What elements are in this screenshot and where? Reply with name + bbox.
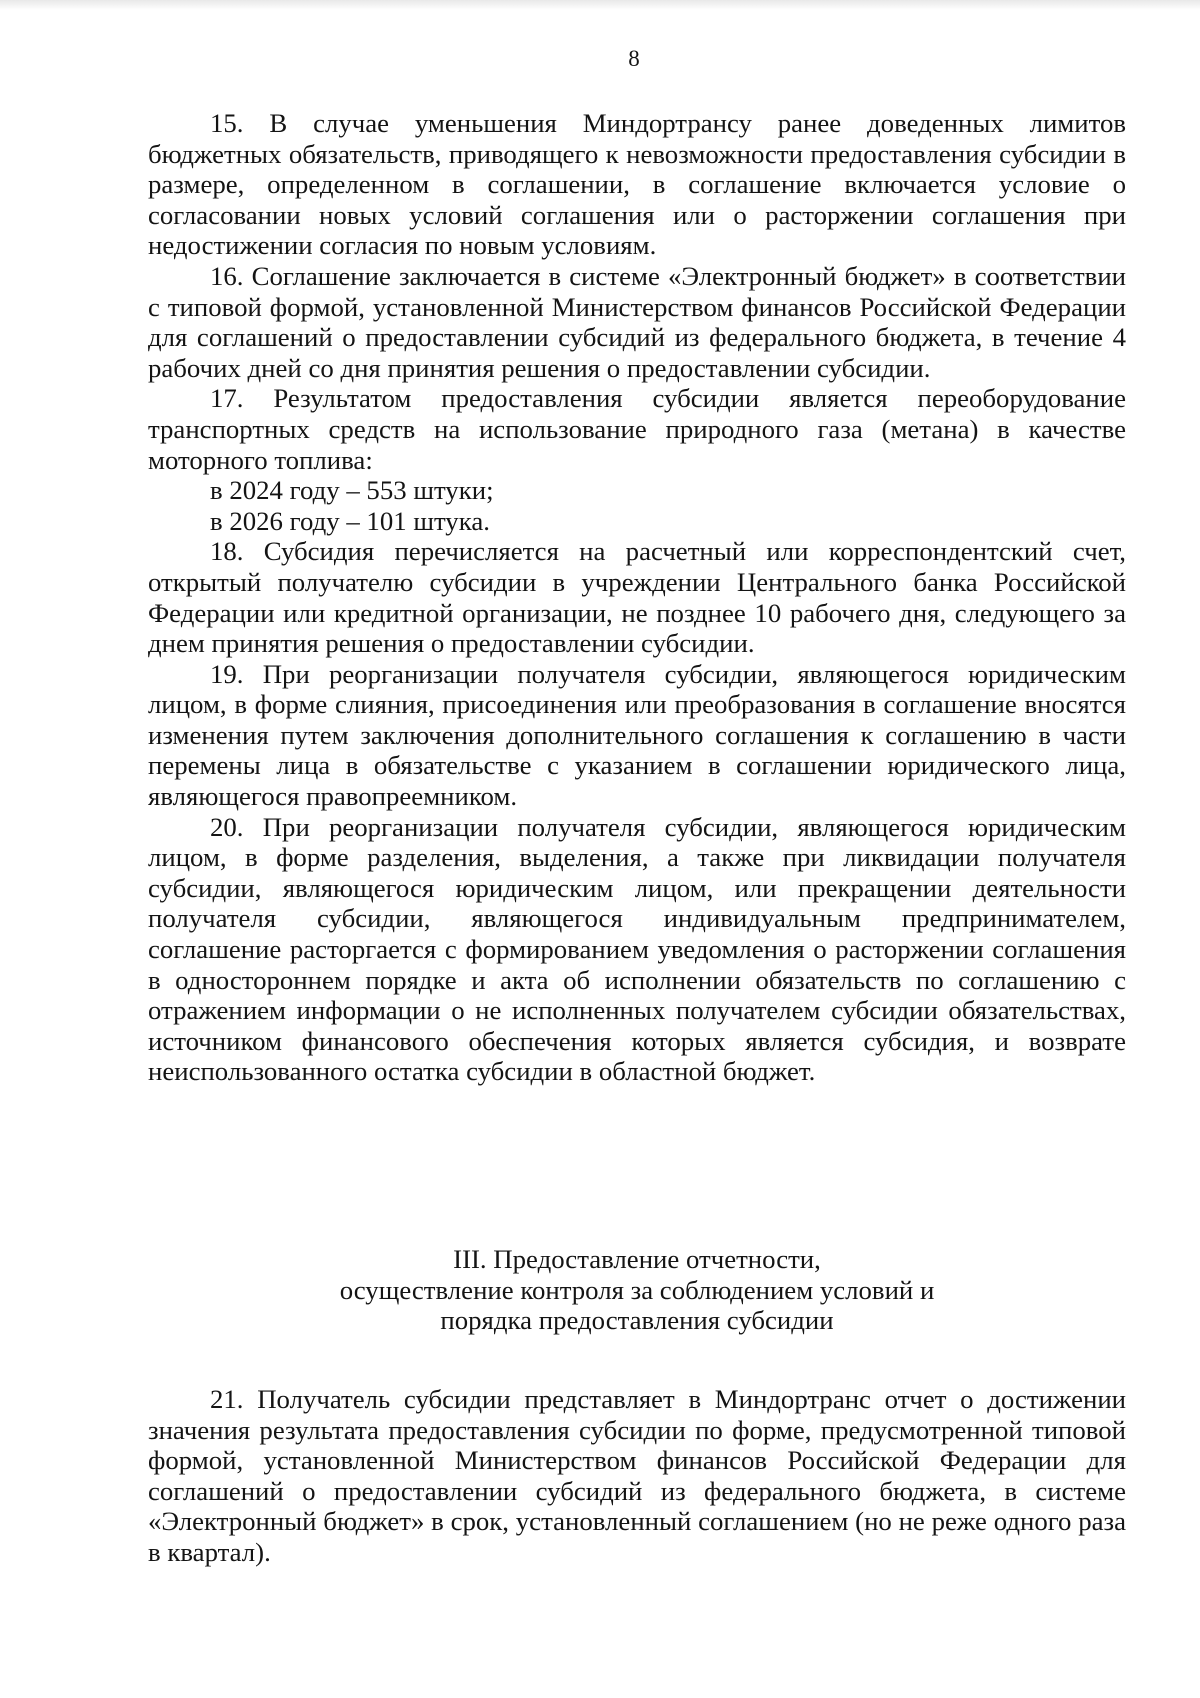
result-2024: в 2024 году – 553 штуки; xyxy=(210,475,494,506)
paragraph-17: 17. Результатом предоставления субсидии является переоборудование транспортных средств на использование природного газа (метана) в качестве моторного топлива: xyxy=(148,383,1126,475)
section-heading-line-2: осуществление контроля за соблюдением условий и xyxy=(339,1274,935,1305)
result-2026: в 2026 году – 101 штука. xyxy=(210,505,490,536)
paragraph-21: 21. Получатель субсидии представляет в Миндортранс отчет о достижении значения результата предоставления субсидии по форме, предусмотренной типовой формой, установленной Министерством финансов Российской Федерации для соглашений о предоставлении субсидий из федерального бюджета, в системе «Электронный бюджет» в срок, установленный соглашением (но не реже одного раза в квартал). xyxy=(148,1384,1126,1567)
body-text-section-2-end xyxy=(148,108,1126,1087)
section-heading-line-1: III. Предоставление отчетности, xyxy=(453,1244,821,1274)
page-number: 8 xyxy=(628,46,640,71)
paragraph-20: 20. При реорганизации получателя субсидии, являющегося юридическим лицом, в форме разделения, выделения, а также при ликвидации получателя субсидии, являющегося юридическим лицом, или прекращении деятельности получателя субсидии, являющегося индивидуальным предпринимателем, соглашение расторгается с формированием уведомления о расторжении соглашения в одностороннем порядке и акта об исполнении обязательств по соглашению с отражением информации о не исполненных получателем субсидии обязательствах, источником финансового обеспечения которых является субсидия, и возврате неиспользованного остатка субсидии в областной бюджет. xyxy=(148,811,1126,1087)
section-heading-line-3: порядка предоставления субсидии xyxy=(440,1305,834,1336)
paragraph-16: 16. Соглашение заключается в системе «Электронный бюджет» в соответствии с типовой формой, установленной Министерством финансов Российской Федерации для соглашений о предоставлении субсидий из федерального бюджета, в течение 4 рабочих дней со дня принятия решения о предоставлении субсидии. xyxy=(148,260,1126,383)
scan-edge-shading xyxy=(0,0,1200,10)
paragraph-15: 15. В случае уменьшения Миндортрансу ранее доведенных лимитов бюджетных обязательств, приводящего к невозможности предоставления субсидии в размере, определенном в соглашении, в соглашение включается условие о согласовании новых условий соглашения или о расторжении соглашения при недостижении согласия по новым условиям. xyxy=(148,108,1126,261)
body-text-section-3 xyxy=(148,1384,1126,1568)
section-heading xyxy=(148,1244,1126,1336)
paragraph-19: 19. При реорганизации получателя субсидии, являющегося юридическим лицом, в форме слияния, присоединения или преобразования в соглашение вносятся изменения путем заключения дополнительного соглашения к соглашению в части перемены лица в обязательстве с указанием в соглашении юридического лица, являющегося правопреемником. xyxy=(148,658,1126,812)
paragraph-18: 18. Субсидия перечисляется на расчетный или корреспондентский счет, открытый получателю субсидии в учреждении Центрального банка Российской Федерации или кредитной организации, не позднее 10 рабочего дня, следующего за днем принятия решения о предоставлении субсидии. xyxy=(148,536,1126,659)
